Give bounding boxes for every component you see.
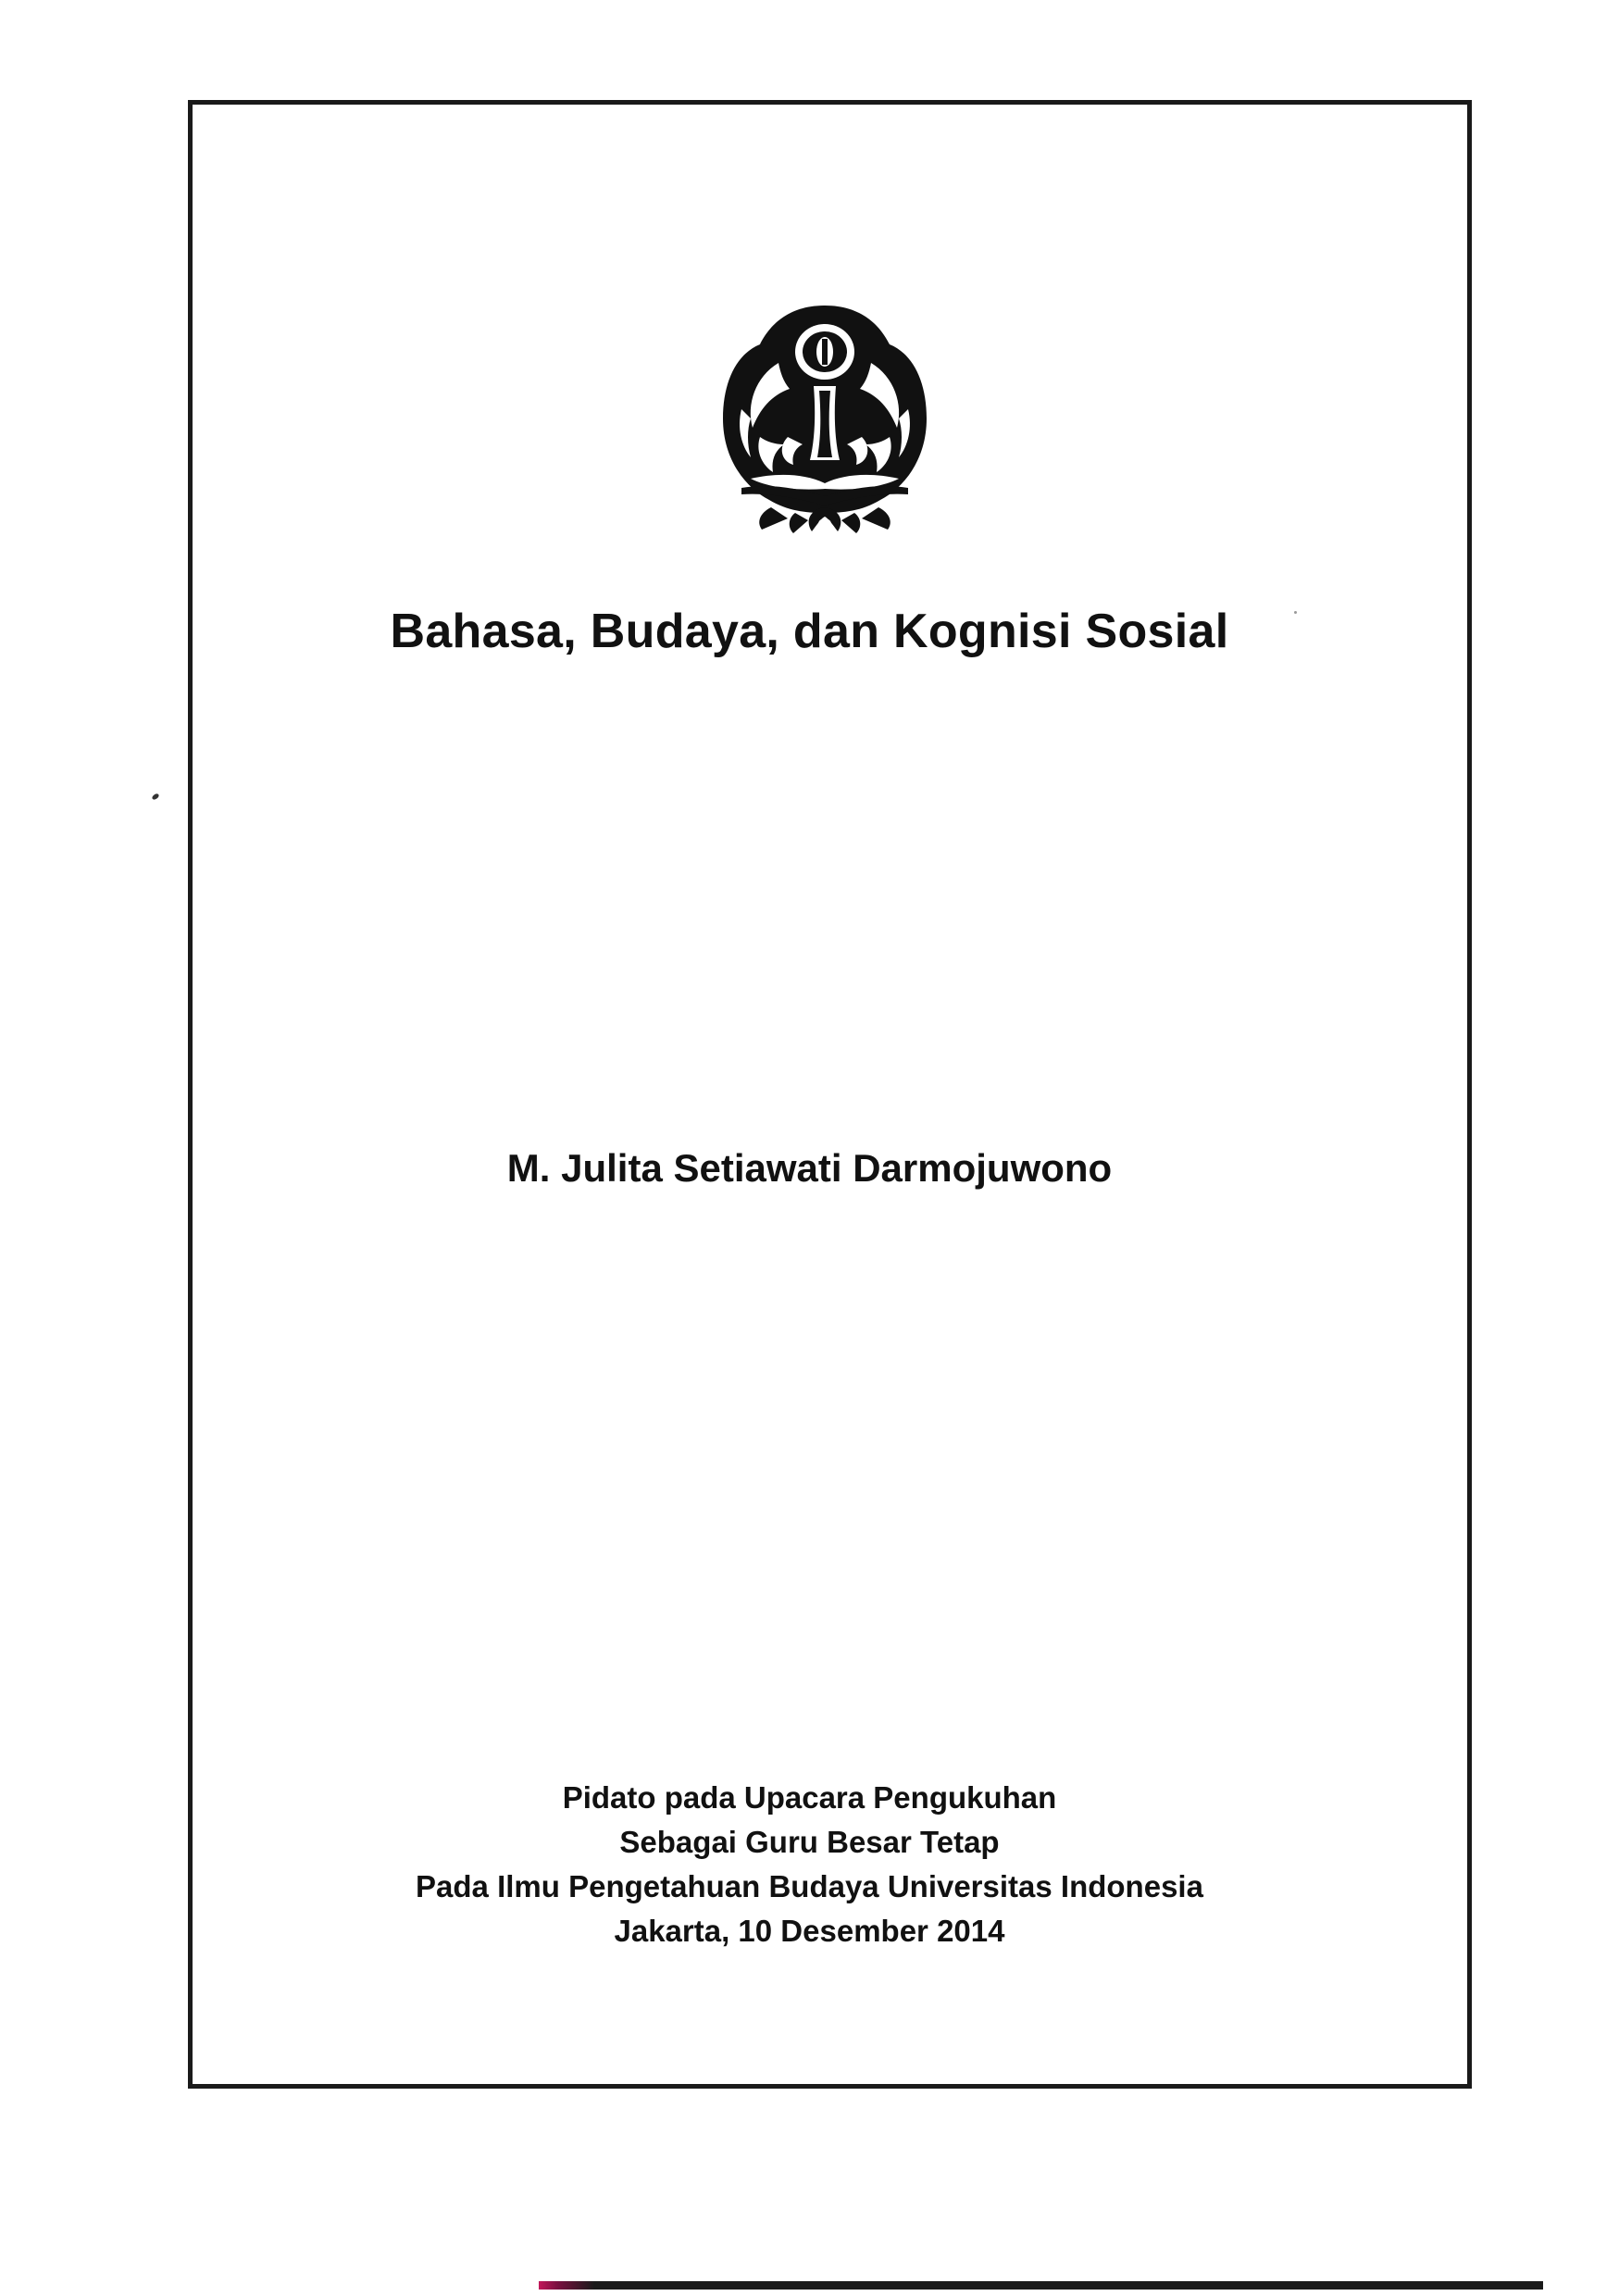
author-name: M. Julita Setiawati Darmojuwono bbox=[506, 1146, 1113, 1190]
ceremony-caption bbox=[0, 1776, 1619, 1953]
scan-edge-bar bbox=[539, 2281, 1543, 2290]
university-emblem-icon bbox=[711, 298, 939, 539]
caption-line: Pada Ilmu Pengetahuan Budaya Universitas Indonesia bbox=[416, 1869, 1203, 1903]
scan-speck bbox=[151, 792, 159, 801]
caption-line: Pidato pada Upacara Pengukuhan bbox=[562, 1780, 1057, 1815]
caption-line: Sebagai Guru Besar Tetap bbox=[619, 1825, 1000, 1859]
document-title: Bahasa, Budaya, dan Kognisi Sosial bbox=[390, 605, 1229, 658]
caption-line: Jakarta, 10 Desember 2014 bbox=[614, 1914, 1005, 1948]
scan-speck bbox=[1294, 611, 1297, 614]
